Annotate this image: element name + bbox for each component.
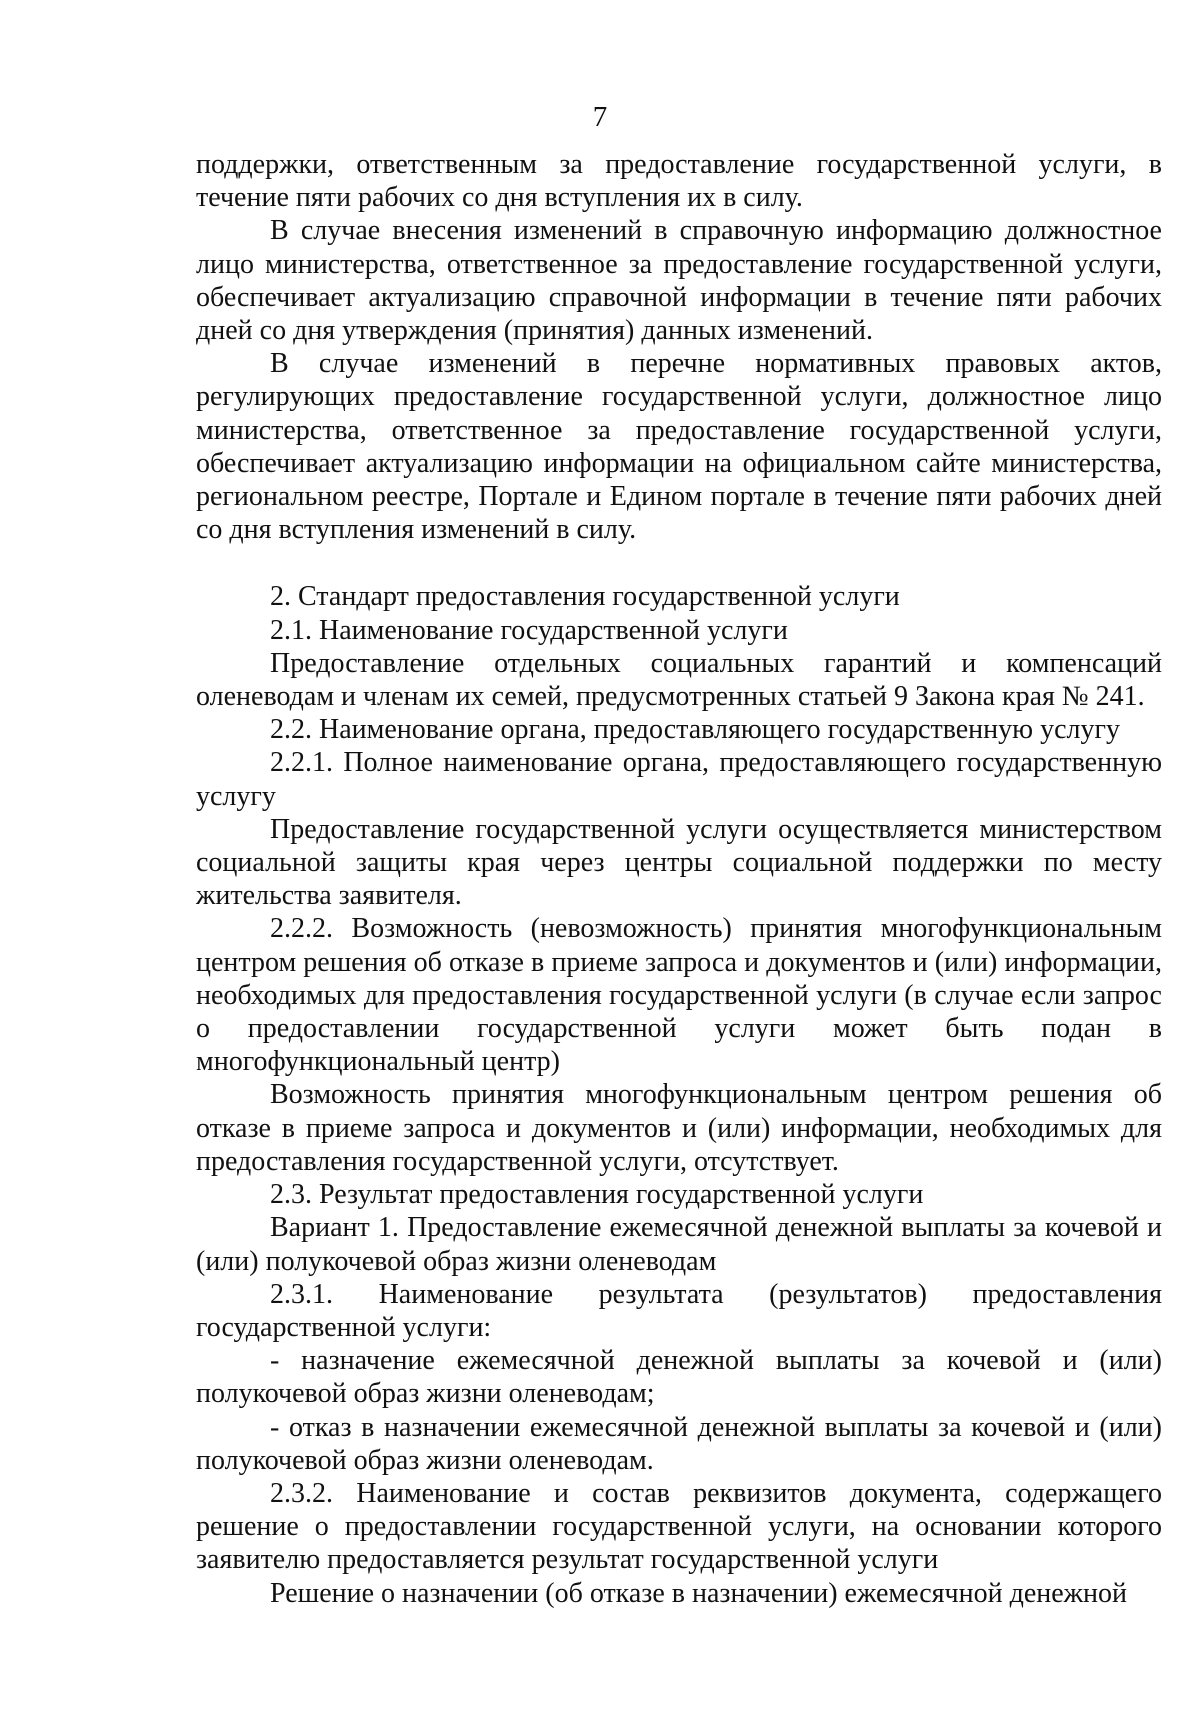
paragraph-support-update-continuation: поддержки, ответственным за предоставление государственной услуги, в течение пяти рабочих со дня вступления их в силу.: [196, 149, 1162, 214]
paragraph-reference-info-changes: В случае внесения изменений в справочную информацию должностное лицо министерства, ответственное за предоставление государственной услуги, обеспечивает актуализацию справочной информации в течение пяти рабочих дней со дня утверждения (принятия) данных изменений.: [196, 215, 1162, 347]
document-body: [196, 148, 1162, 1610]
subsection-heading-2-1: 2.1. Наименование государственной услуги: [270, 614, 788, 646]
paragraph-mfc-refusal-absent: Возможность принятия многофункциональным центром решения об отказе в приеме запроса и документов и (или) информации, необходимых для предоставления государственной услуги, отсутствует.: [196, 1079, 1162, 1177]
subsection-heading-2-3: 2.3. Результат предоставления государственной услуги: [270, 1179, 924, 1211]
paragraph-variant-1: Вариант 1. Предоставление ежемесячной денежной выплаты за кочевой и (или) полукочевой образ жизни оленеводам: [196, 1212, 1162, 1277]
subsection-heading-2-2-1: 2.2.1. Полное наименование органа, предоставляющего государственную услугу: [196, 747, 1162, 812]
subsection-heading-2-3-2: 2.3.2. Наименование и состав реквизитов документа, содержащего решение о предоставлении государственной услуги, на основании которого заявителю предоставляется результат государственной услуги: [196, 1477, 1162, 1576]
list-item-assignment: - назначение ежемесячной денежной выплаты за кочевой и (или) полукочевой образ жизни оленеводам;: [196, 1345, 1162, 1410]
paragraph-legal-acts-changes: В случае изменений в перечне нормативных правовых актов, регулирующих предоставление государственной услуги, должностное лицо министерства, ответственное за предоставление государственной услуги, обеспечивает актуализацию информации на официальном сайте министерства, региональном реестре, Портале и Едином портале в течение пяти рабочих дней со дня вступления изменений в силу.: [196, 348, 1162, 546]
subsection-heading-2-2: 2.2. Наименование органа, предоставляющего государственную услугу: [270, 714, 1120, 746]
subsection-heading-2-2-2: 2.2.2. Возможность (невозможность) принятия многофункциональным центром решения об отказе в приеме запроса и документов и (или) информации, необходимых для предоставления государственной услуги (в случае если запрос о предоставлении государственной услуги может быть подан в многофункциональный центр): [196, 913, 1162, 1078]
list-item-refusal: - отказ в назначении ежемесячной денежной выплаты за кочевой и (или) полукочевой образ жизни оленеводам.: [196, 1411, 1162, 1476]
paragraph-ministry-provides: Предоставление государственной услуги осуществляется министерством социальной защиты края через центры социальной поддержки по месту жительства заявителя.: [196, 813, 1162, 912]
section-heading-2: 2. Стандарт предоставления государственной услуги: [270, 581, 900, 613]
section-spacer: [196, 546, 1162, 580]
paragraph-service-name: Предоставление отдельных социальных гарантий и компенсаций оленеводам и членам их семей, предусмотренных статьей 9 Закона края № 241.: [196, 647, 1162, 713]
subsection-heading-2-3-1: 2.3.1. Наименование результата (результатов) предоставления государственной услуги:: [196, 1278, 1162, 1343]
page-number: 7: [592, 101, 608, 133]
paragraph-decision-document: Решение о назначении (об отказе в назначении) ежемесячной денежной: [270, 1577, 1127, 1609]
